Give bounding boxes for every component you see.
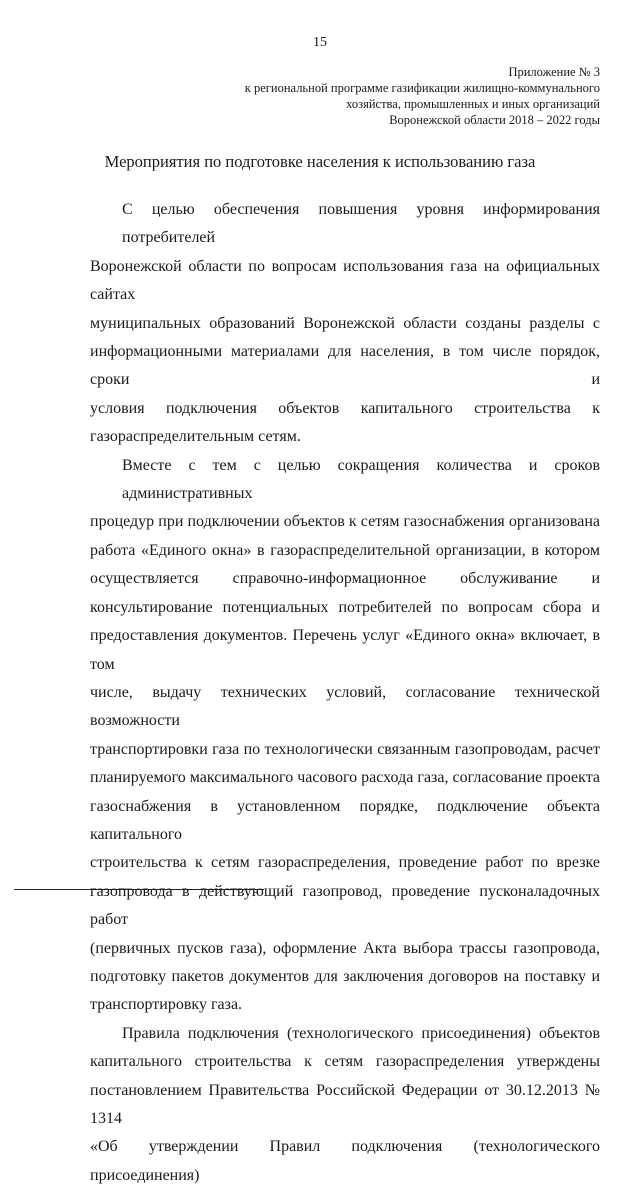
text-line: процедур при подключении объектов к сетям газоснабжения организована <box>90 513 600 531</box>
text-line: планируемого максимального часового расхода газа, согласование проекта <box>90 769 600 787</box>
text-line: муниципальных образований Воронежской области созданы разделы с <box>90 314 600 332</box>
footer-divider <box>14 889 264 890</box>
appendix-line: к региональной программе газификации жилищно-коммунального <box>244 81 600 95</box>
text-line: условия подключения объектов капитального строительства к <box>90 399 600 417</box>
appendix-line: хозяйства, промышленных и иных организаций <box>346 97 600 111</box>
text-line: числе, выдачу технических условий, согласование технической возможности <box>90 683 600 730</box>
text-line: Вместе с тем с целью сокращения количества и сроков административных <box>122 456 600 503</box>
text-line: газоснабжения в установленном порядке, подключение объекта капитального <box>90 797 600 843</box>
document-title: Мероприятия по подготовке населения к использованию газа <box>104 152 536 171</box>
text-line: предоставления документов. Перечень услуг «Единого окна» включает, в том <box>90 627 600 673</box>
text-line: (первичных пусков газа), оформление Акта выбора трассы газопровода, <box>90 939 600 957</box>
text-line: информационными материалами для населения, в том числе порядок, сроки и <box>90 343 600 389</box>
text-line: постановлением Правительства Российской Федерации от 30.12.2013 № 1314 <box>90 1081 600 1127</box>
text-line: консультирование потенциальных потребителей по вопросам сбора и <box>90 598 600 616</box>
page-number: 15 <box>313 35 327 50</box>
text-line: Воронежской области по вопросам использования газа на официальных сайтах <box>90 257 600 304</box>
text-line: подготовку пакетов документов для заключения договоров на поставку и <box>90 967 600 985</box>
appendix-header <box>245 64 600 128</box>
text-line: С целью обеспечения повышения уровня информирования потребителей <box>122 201 600 247</box>
text-line: транспортировки газа по технологически связанным газопроводам, расчет <box>90 740 600 758</box>
text-line: работа «Единого окна» в газораспределительной организации, в котором <box>90 541 600 559</box>
body-text <box>90 196 600 1190</box>
appendix-line: Воронежской области 2018 – 2022 годы <box>389 113 600 127</box>
appendix-line: Приложение № 3 <box>508 65 600 79</box>
text-line: транспортировку газа. <box>90 996 243 1014</box>
text-line: капитального строительства к сетям газораспределения утверждены <box>90 1053 600 1071</box>
text-line: газораспределительным сетям. <box>90 428 301 446</box>
text-line: газопровода в действующий газопровод, проведение пусконаладочных работ <box>90 882 600 929</box>
text-line: осуществляется справочно-информационное обслуживание и <box>90 570 600 588</box>
text-line: «Об утверждении Правил подключения (технологического присоединения) <box>90 1138 600 1184</box>
text-line: строительства к сетям газораспределения, проведение работ по врезке <box>90 854 600 872</box>
text-line: Правила подключения (технологического присоединения) объектов <box>122 1024 600 1042</box>
